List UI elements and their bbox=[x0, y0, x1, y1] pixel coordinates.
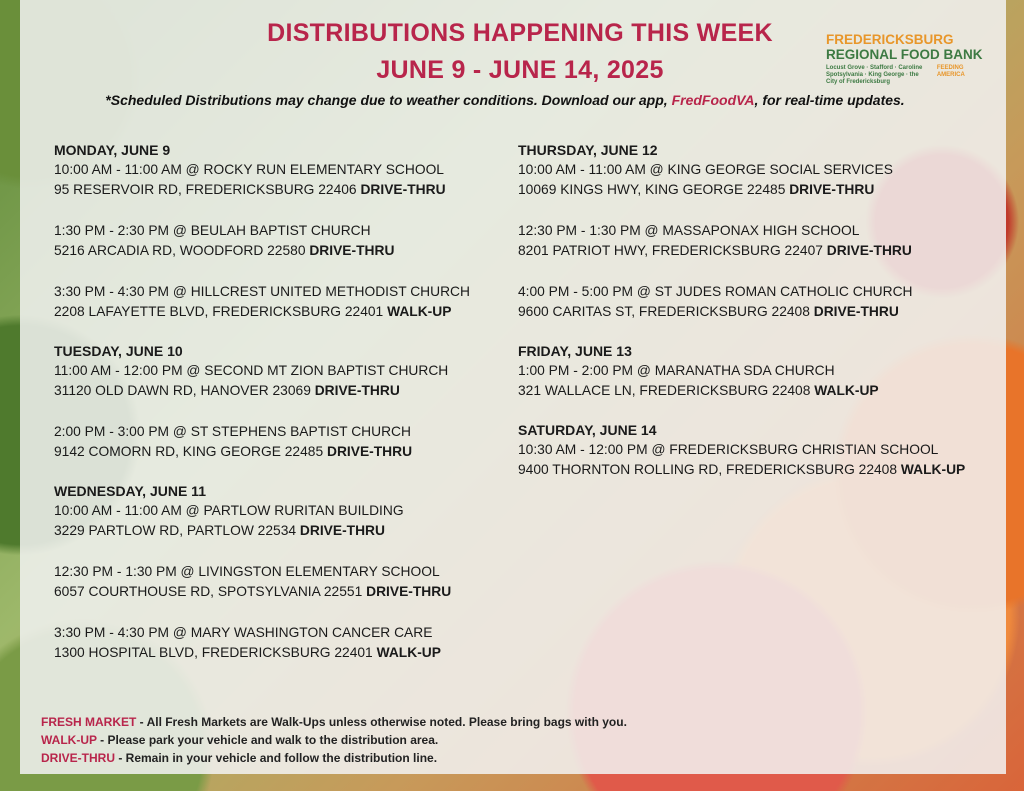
address: 2208 LAFAYETTE BLVD, FREDERICKSBURG 22401 bbox=[54, 304, 384, 319]
distribution-entry bbox=[54, 221, 514, 261]
distribution-entry bbox=[54, 422, 514, 462]
address: 95 RESERVOIR RD, FREDERICKSBURG 22406 bbox=[54, 182, 357, 197]
distribution-entry bbox=[518, 160, 978, 200]
distribution-entry bbox=[54, 562, 514, 602]
legend-desc: - Please park your vehicle and walk to the distribution area. bbox=[96, 733, 439, 747]
time-location: 10:00 AM - 11:00 AM @ PARTLOW RURITAN BUILDING bbox=[54, 503, 404, 518]
address-line bbox=[518, 302, 978, 322]
day-heading: WEDNESDAY, JUNE 11 bbox=[54, 483, 206, 499]
time-location: 3:30 PM - 4:30 PM @ HILLCREST UNITED METHODIST CHURCH bbox=[54, 284, 470, 299]
distribution-entry bbox=[54, 501, 514, 541]
address: 9142 COMORN RD, KING GEORGE 22485 bbox=[54, 444, 324, 459]
distribution-entry bbox=[54, 623, 514, 663]
address-line bbox=[54, 582, 514, 602]
distribution-entry bbox=[518, 440, 978, 480]
time-location: 1:30 PM - 2:30 PM @ BEULAH BAPTIST CHURCH bbox=[54, 223, 371, 238]
notice-end: , for real-time updates. bbox=[754, 92, 905, 108]
distribution-type: DRIVE-THRU bbox=[366, 584, 452, 599]
address-line bbox=[54, 442, 514, 462]
address-line bbox=[54, 241, 514, 261]
logo-line-2: REGIONAL FOOD BANK bbox=[826, 47, 983, 62]
distribution-type: DRIVE-THRU bbox=[314, 383, 400, 398]
food-bank-logo bbox=[826, 32, 988, 86]
distribution-type: DRIVE-THRU bbox=[309, 243, 395, 258]
address: 321 WALLACE LN, FREDERICKSBURG 22408 bbox=[518, 383, 811, 398]
legend-item bbox=[41, 713, 627, 731]
page-title: DISTRIBUTIONS HAPPENING THIS WEEK bbox=[267, 19, 773, 47]
distribution-entry bbox=[54, 160, 514, 200]
legend-desc: - All Fresh Markets are Walk-Ups unless otherwise noted. Please bring bags with you. bbox=[136, 715, 627, 729]
address: 8201 PATRIOT HWY, FREDERICKSBURG 22407 bbox=[518, 243, 823, 258]
time-location: 12:30 PM - 1:30 PM @ MASSAPONAX HIGH SCHOOL bbox=[518, 223, 860, 238]
address-line bbox=[518, 241, 978, 261]
day-heading: TUESDAY, JUNE 10 bbox=[54, 343, 183, 359]
distribution-entry bbox=[518, 282, 978, 322]
distribution-type: DRIVE-THRU bbox=[826, 243, 912, 258]
time-location: 4:00 PM - 5:00 PM @ ST JUDES ROMAN CATHOLIC CHURCH bbox=[518, 284, 913, 299]
address: 1300 HOSPITAL BLVD, FREDERICKSBURG 22401 bbox=[54, 645, 373, 660]
address: 3229 PARTLOW RD, PARTLOW 22534 bbox=[54, 523, 297, 538]
time-location: 12:30 PM - 1:30 PM @ LIVINGSTON ELEMENTARY SCHOOL bbox=[54, 564, 440, 579]
weather-notice bbox=[0, 92, 1010, 108]
time-location: 2:00 PM - 3:00 PM @ ST STEPHENS BAPTIST CHURCH bbox=[54, 424, 411, 439]
address-line bbox=[518, 180, 978, 200]
distribution-type: DRIVE-THRU bbox=[326, 444, 413, 459]
address: 10069 KINGS HWY, KING GEORGE 22485 bbox=[518, 182, 786, 197]
address: 6057 COURTHOUSE RD, SPOTSYLVANIA 22551 bbox=[54, 584, 363, 599]
logo-service-areas: Locust Grove · Stafford · Caroline Spotsylvania · King George · the City of Fredericksburg bbox=[826, 65, 923, 85]
schedule-column-right bbox=[518, 140, 978, 480]
address-line bbox=[54, 381, 514, 401]
distribution-entry bbox=[518, 221, 978, 261]
legend-term: WALK-UP bbox=[41, 733, 97, 747]
address: 5216 ARCADIA RD, WOODFORD 22580 bbox=[54, 243, 306, 258]
day-heading: THURSDAY, JUNE 12 bbox=[518, 142, 658, 158]
address-line bbox=[54, 302, 514, 322]
time-location: 11:00 AM - 12:00 PM @ SECOND MT ZION BAPTIST CHURCH bbox=[54, 363, 449, 378]
distribution-type: DRIVE-THRU bbox=[360, 182, 446, 197]
distribution-entry bbox=[54, 282, 514, 322]
legend bbox=[41, 713, 627, 767]
legend-term: FRESH MARKET bbox=[41, 715, 137, 729]
time-location: 3:30 PM - 4:30 PM @ MARY WASHINGTON CANCER CARE bbox=[54, 625, 433, 640]
distribution-type: DRIVE-THRU bbox=[299, 523, 385, 538]
distribution-entry bbox=[54, 361, 514, 401]
address: 9600 CARITAS ST, FREDERICKSBURG 22408 bbox=[518, 304, 810, 319]
day-heading: MONDAY, JUNE 9 bbox=[54, 142, 171, 158]
logo-line-1: FREDERICKSBURG bbox=[826, 32, 954, 47]
feeding-america-logo: FEEDING AMERICA bbox=[936, 65, 965, 78]
address-line bbox=[54, 521, 514, 541]
distribution-type: WALK-UP bbox=[900, 462, 966, 477]
distribution-type: WALK-UP bbox=[376, 645, 441, 660]
legend-item bbox=[41, 749, 627, 767]
time-location: 10:00 AM - 11:00 AM @ KING GEORGE SOCIAL SERVICES bbox=[518, 162, 893, 177]
address-line bbox=[518, 381, 978, 401]
day-heading: SATURDAY, JUNE 14 bbox=[518, 422, 657, 438]
legend-item bbox=[41, 731, 627, 749]
notice-text: *Scheduled Distributions may change due to weather conditions. Download our app, bbox=[105, 92, 672, 108]
time-location: 1:00 PM - 2:00 PM @ MARANATHA SDA CHURCH bbox=[518, 363, 835, 378]
distribution-entry bbox=[518, 361, 978, 401]
schedule-column-left bbox=[54, 140, 514, 663]
date-range: JUNE 9 - JUNE 14, 2025 bbox=[376, 56, 664, 84]
distribution-type: WALK-UP bbox=[387, 304, 452, 319]
address: 31120 OLD DAWN RD, HANOVER 23069 bbox=[54, 383, 311, 398]
address: 9400 THORNTON ROLLING RD, FREDERICKSBURG 22408 bbox=[518, 462, 898, 477]
legend-desc: - Remain in your vehicle and follow the distribution line. bbox=[115, 751, 438, 765]
distribution-type: DRIVE-THRU bbox=[789, 182, 875, 197]
address-line bbox=[518, 460, 978, 480]
distribution-type: WALK-UP bbox=[814, 383, 879, 398]
distribution-type: DRIVE-THRU bbox=[813, 304, 899, 319]
address-line bbox=[54, 643, 514, 663]
address-line bbox=[54, 180, 514, 200]
app-name-link[interactable]: FredFoodVA bbox=[671, 92, 755, 108]
day-heading: FRIDAY, JUNE 13 bbox=[518, 343, 632, 359]
legend-term: DRIVE-THRU bbox=[41, 751, 115, 765]
time-location: 10:00 AM - 11:00 AM @ ROCKY RUN ELEMENTARY SCHOOL bbox=[54, 162, 444, 177]
time-location: 10:30 AM - 12:00 PM @ FREDERICKSBURG CHRISTIAN SCHOOL bbox=[518, 442, 939, 457]
